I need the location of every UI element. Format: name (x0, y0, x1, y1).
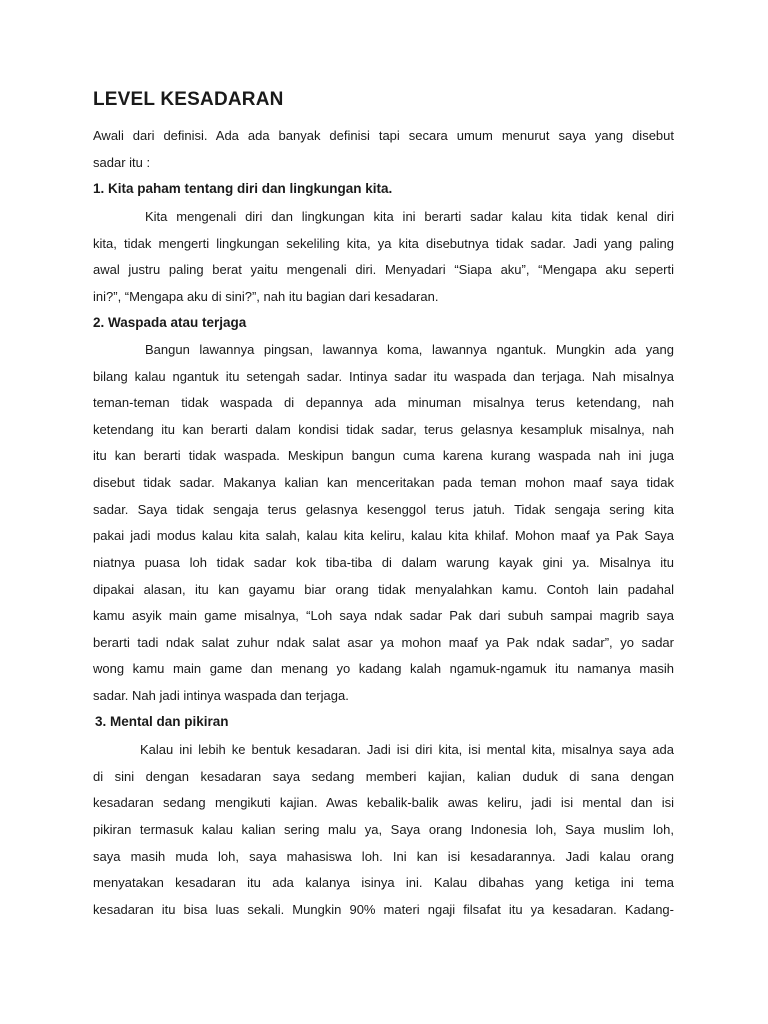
section-heading-1: 1. Kita paham tentang diri dan lingkungan kita. (93, 181, 393, 196)
paragraph-line: kesadaran sedang mengikuti kajian. Awas kebalik-balik awas keliru, jadi isi mental dan isi (93, 795, 674, 810)
paragraph-line: niatnya puasa loh tidak sadar kok tiba-tiba di dalam warung kayak gini ya. Misalnya itu (93, 555, 674, 570)
paragraph-line: bilang kalau ngantuk itu setengah sadar. Intinya sadar itu waspada dan terjaga. Nah misalnya (93, 369, 674, 384)
paragraph-line: ketendang itu kan berarti dalam kondisi tidak sadar, terus gelasnya kesampluk misalnya, nah (93, 422, 674, 437)
paragraph-line: itu kan berarti tidak waspada. Meskipun bangun cuma karena kurang waspada nah ini juga (93, 448, 674, 463)
paragraph-line: wong kamu main game dan menang yo kadang kalah ngamuk-ngamuk itu namanya masih (93, 661, 674, 676)
paragraph-line: kesadaran itu bisa luas sekali. Mungkin 90% materi ngaji filsafat itu ya kesadaran. Kadang- (93, 902, 674, 917)
paragraph-line: sadar. Nah jadi intinya waspada dan terjaga. (93, 688, 349, 703)
paragraph-line: disebut tidak sadar. Makanya kalian kan menceritakan pada teman mohon maaf saya tidak (93, 475, 674, 490)
paragraph-line: pakai jadi modus kalau kita salah, kalau kita keliru, kalau kita khilaf. Mohon maaf ya Pak Saya (93, 528, 674, 543)
paragraph-line: menyatakan kesadaran itu ada kalanya isinya ini. Kalau dibahas yang ketiga ini tema (93, 875, 674, 890)
paragraph-line: di sini dengan kesadaran saya sedang memberi kajian, kalian duduk di sana dengan (93, 769, 674, 784)
paragraph-line: Awali dari definisi. Ada ada banyak definisi tapi secara umum menurut saya yang disebut (93, 128, 674, 143)
page-title: LEVEL KESADARAN (93, 89, 284, 110)
paragraph-line: pikiran termasuk kalau kalian sering malu ya, Saya orang Indonesia loh, Saya muslim loh, (93, 822, 674, 837)
section-heading-2: 2. Waspada atau terjaga (93, 315, 247, 330)
paragraph-line: teman-teman tidak waspada di depannya ada minuman misalnya terus ketendang, nah (93, 395, 674, 410)
paragraph-line: sadar itu : (93, 155, 151, 170)
paragraph-line: kamu asyik main game misalnya, “Loh saya ndak sadar Pak dari subuh sampai magrib saya (93, 608, 674, 623)
paragraph-line: berarti tadi ndak salat zuhur ndak salat asar ya mohon maaf ya Pak ndak sadar”, yo sadar (93, 635, 674, 650)
paragraph-line: kita, tidak mengerti lingkungan sekeliling kita, ya kita disebutnya tidak sadar. Jadi yang paling (93, 236, 674, 251)
paragraph-line: Kalau ini lebih ke bentuk kesadaran. Jadi isi diri kita, isi mental kita, misalnya saya ada (140, 742, 674, 757)
paragraph-line: sadar. Saya tidak sengaja terus gelasnya kesenggol terus jatuh. Tidak sengaja sering kita (93, 502, 674, 517)
paragraph-line: saya masih muda loh, saya mahasiswa loh. Ini kan isi kesadarannya. Jadi kalau orang (93, 849, 674, 864)
paragraph-line: awal justru paling berat yaitu mengenali diri. Menyadari “Siapa aku”, “Mengapa aku seperti (93, 262, 674, 277)
section-heading-3: 3. Mental dan pikiran (95, 714, 229, 729)
paragraph-line: ini?”, “Mengapa aku di sini?”, nah itu bagian dari kesadaran. (93, 289, 439, 304)
paragraph-line: Kita mengenali diri dan lingkungan kita ini berarti sadar kalau kita tidak kenal diri (145, 209, 674, 224)
paragraph-line: Bangun lawannya pingsan, lawannya koma, lawannya ngantuk. Mungkin ada yang (145, 342, 674, 357)
paragraph-line: dipakai alasan, itu kan gayamu biar orang tidak menyalahkan kamu. Contoh lain padahal (93, 582, 674, 597)
